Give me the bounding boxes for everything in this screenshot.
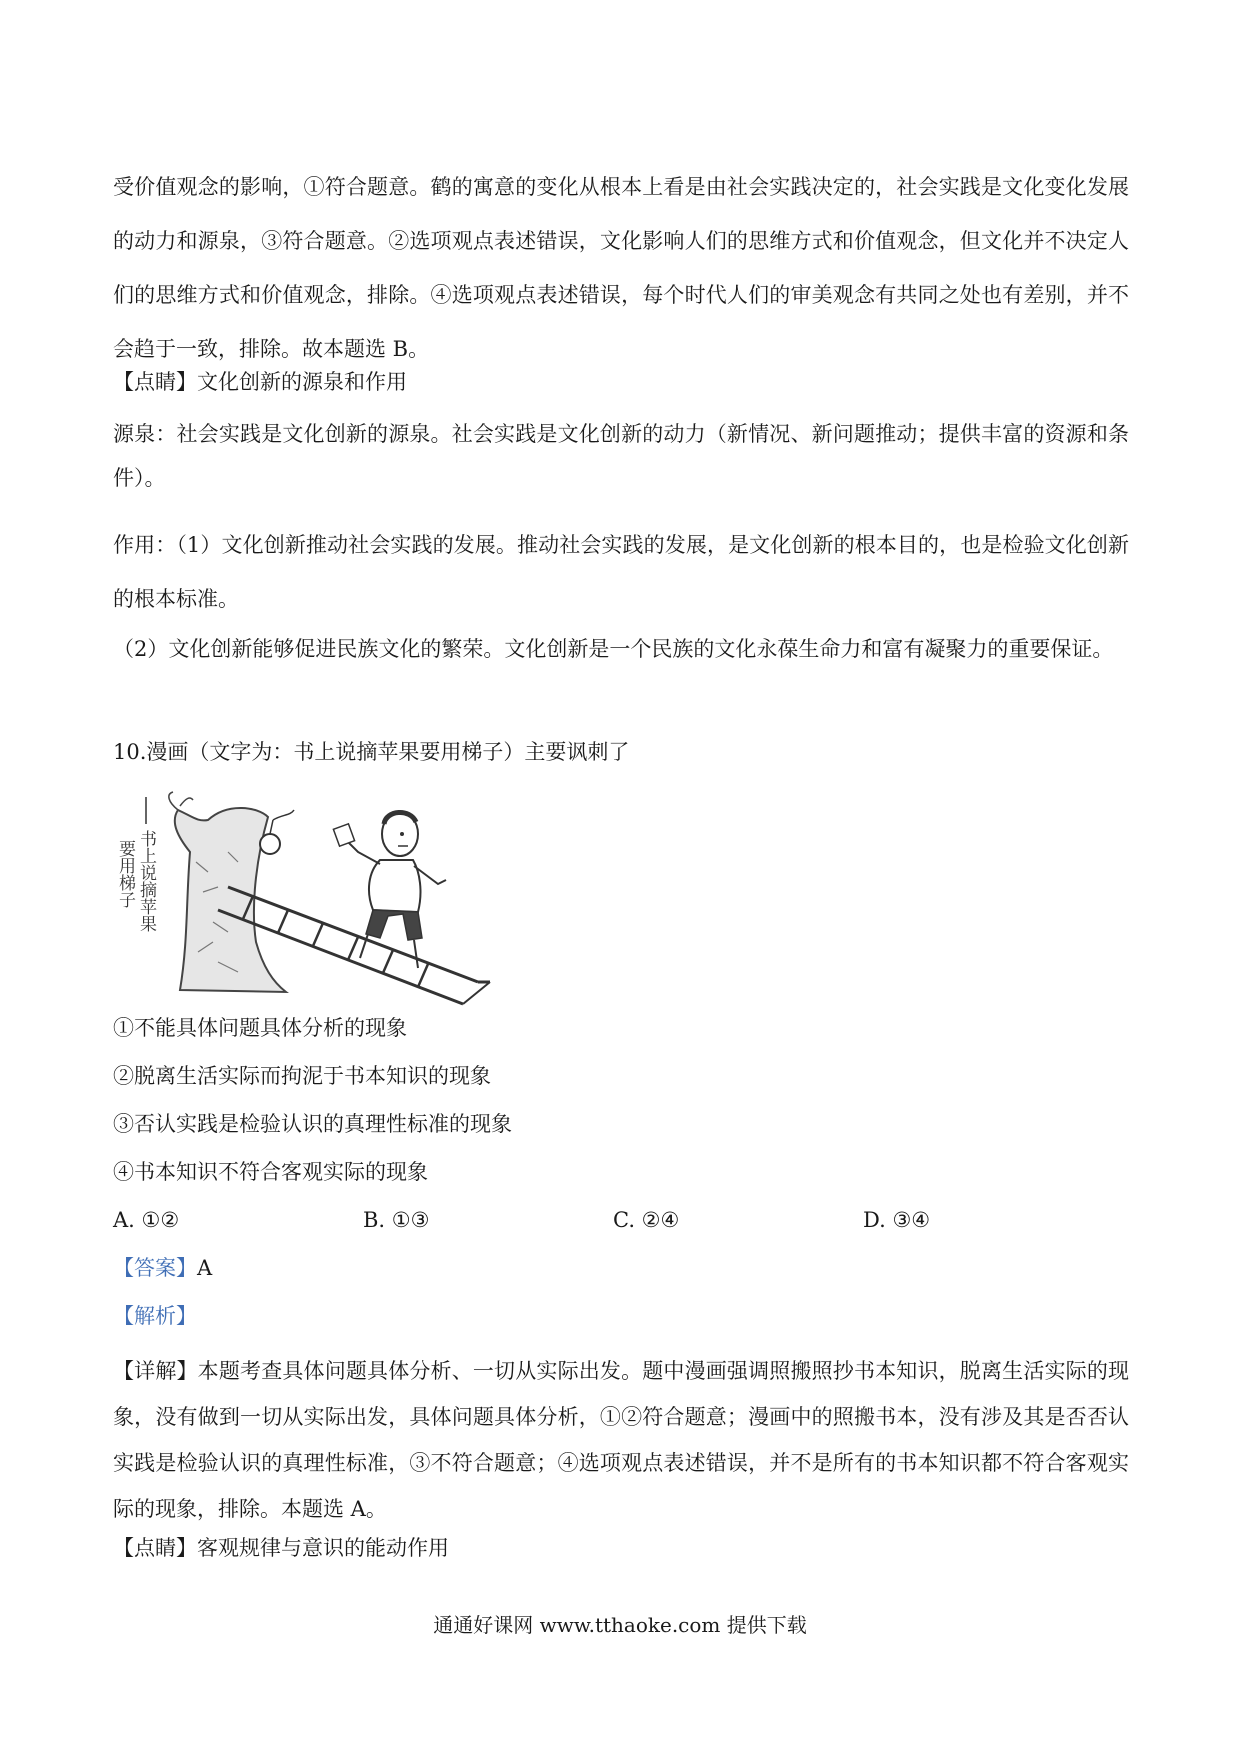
analysis-label: 【解析】: [113, 1304, 197, 1328]
dianjing-heading: 【点睛】文化创新的源泉和作用: [113, 370, 407, 394]
cartoon-caption-book-says: 书上说摘苹果: [136, 830, 156, 932]
dianjing-role-2-paragraph: （2）文化创新能够促进民族文化的繁荣。文化创新是一个民族的文化永葆生命力和富有凝聚力的重要保证。: [113, 637, 1114, 661]
cartoon-illustration: [115, 792, 548, 1012]
cartoon-caption-ladder: 要用梯子: [115, 840, 135, 908]
statement-1: ①不能具体问题具体分析的现象: [113, 1016, 407, 1040]
answer-label: 【答案】: [113, 1256, 197, 1280]
previous-analysis-paragraph: 受价值观念的影响，①符合题意。鹤的寓意的变化从根本上看是由社会实践决定的，社会实践是文化变化发展的动力和源泉，③符合题意。②选项观点表述错误，文化影响人们的思维方式和价值观念，但文化并不决定人们的思维方式和价值观念，排除。④选项观点表述错误，每个时代人们的审美观念有共同之处也有差别，并不会趋于一致，排除。故本题选 B。: [113, 175, 1129, 361]
page-footer: 通通好课网 www.tthaoke.com 提供下载: [433, 1613, 807, 1637]
option-d: D. ③④: [863, 1208, 931, 1232]
person-reading-book-drawing: [333, 812, 446, 968]
dianjing-source-paragraph: 源泉：社会实践是文化创新的源泉。社会实践是文化创新的动力（新情况、新问题推动；提供丰富的资源和条件）。: [113, 422, 1129, 490]
dianjing-2-heading: 【点睛】客观规律与意识的能动作用: [113, 1536, 449, 1560]
detail-paragraph: 【详解】本题考查具体问题具体分析、一切从实际出发。题中漫画强调照搬照抄书本知识，脱离生活实际的现象，没有做到一切从实际出发，具体问题具体分析，①②符合题意；漫画中的照搬书本，没有涉及其是否否认实践是检验认识的真理性标准，③不符合题意；④选项观点表述错误，并不是所有的书本知识都不符合客观实际的现象，排除。本题选 A。: [113, 1359, 1129, 1521]
dianjing-role-1-paragraph: 作用：（1）文化创新推动社会实践的发展。推动社会实践的发展，是文化创新的根本目的，也是检验文化创新的根本标准。: [113, 533, 1129, 611]
statement-3: ③否认实践是检验认识的真理性标准的现象: [113, 1112, 512, 1136]
statement-4: ④书本知识不符合客观实际的现象: [113, 1160, 428, 1184]
answer-value: A: [197, 1256, 213, 1280]
option-b: B. ①③: [363, 1208, 430, 1232]
question-stem: 10.漫画（文字为：书上说摘苹果要用梯子）主要讽刺了: [113, 740, 630, 764]
option-a: A. ①②: [113, 1208, 180, 1232]
statement-2: ②脱离生活实际而拘泥于书本知识的现象: [113, 1064, 491, 1088]
answer-line: [113, 1254, 1133, 1282]
option-c: C. ②④: [613, 1208, 680, 1232]
tree-drawing: [169, 792, 294, 992]
